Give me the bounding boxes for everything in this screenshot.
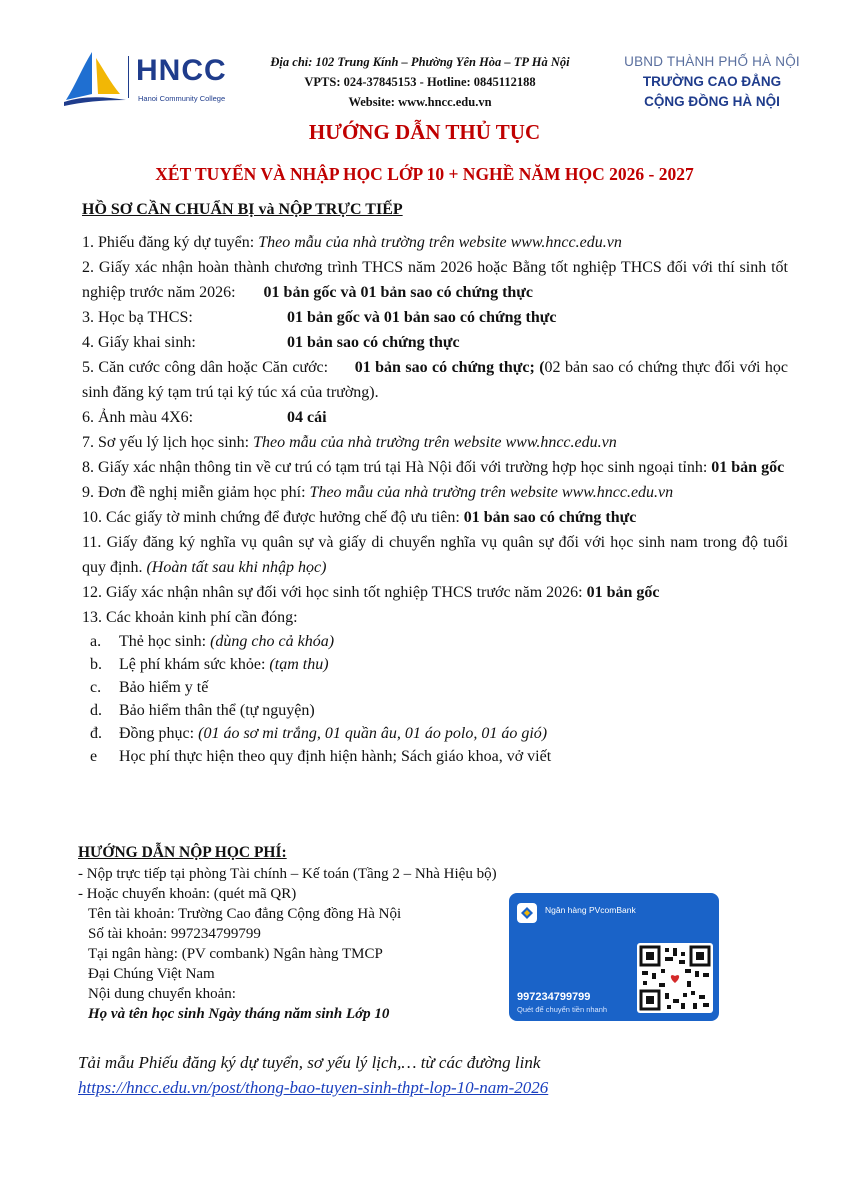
bank-name-line-1: Tại ngân hàng: (PV combank) Ngân hàng TMCP [88,946,383,962]
org-line-1: UBND THÀNH PHỐ HÀ NỘI [624,54,800,69]
fee-item: b. Lệ phí khám sức khỏe: (tạm thu) [90,656,329,673]
logo-text: HNCC [136,54,227,87]
qr-code[interactable] [637,943,713,1013]
phones: VPTS: 024-37845153 - Hotline: 0845112188 [304,75,536,89]
account-name: Tên tài khoản: Trường Cao đẳng Cộng đồng Hà Nội [88,906,402,922]
fee-item: đ. Đồng phục: (01 áo sơ mi trắng, 01 quần âu, 01 áo polo, 01 áo gió) [90,725,548,742]
footer-link[interactable]: https://hncc.edu.vn/post/thong-bao-tuyen-sinh-thpt-lop-10-nam-2026 [78,1078,549,1097]
qr-code-icon [637,943,713,1013]
address: Địa chỉ: 102 Trung Kính – Phường Yên Hòa – TP Hà Nội [270,55,570,69]
list-item-10: 10. Các giấy tờ minh chứng để được hưởng chế độ ưu tiên: 01 bản sao có chứng thực [82,509,637,526]
page-subtitle: XÉT TUYỂN VÀ NHẬP HỌC LỚP 10 + NGHỀ NĂM HỌC 2026 - 2027 [155,164,694,184]
page-title: HƯỚNG DẪN THỦ TỤC [308,120,541,144]
payment-line-2: - Hoặc chuyển khoản: (quét mã QR) [78,886,297,902]
organization-block [612,52,812,112]
payment-line-1: - Nộp trực tiếp tại phòng Tài chính – Kế toán (Tầng 2 – Nhà Hiệu bộ) [78,866,497,882]
school-logo [62,50,238,108]
contact-block [244,52,596,112]
list-item-6: 6. Ảnh màu 4X6: 04 cái [82,409,327,426]
org-line-2: TRƯỜNG CAO ĐẲNG [642,74,782,89]
fee-item: e Học phí thực hiện theo quy định hiện hành; Sách giáo khoa, vở viết [90,748,552,765]
documents-heading: HỒ SƠ CẦN CHUẨN BỊ và NỘP TRỰC TIẾP [82,201,403,218]
fee-item: d. Bảo hiểm thân thể (tự nguyện) [90,702,315,719]
transfer-content-label: Nội dung chuyển khoản: [88,986,236,1002]
list-item-12: 12. Giấy xác nhận nhân sự đối với học sinh tốt nghiệp THCS trước năm 2026: 01 bản gốc [82,584,660,601]
list-item-2: 2. Giấy xác nhận hoàn thành chương trình THCS năm 2026 hoặc Bằng tốt nghiệp THCS đối với thí sinh tốt nghiệp trước năm 2026: 01 bản gốc và 01 bản sao có chứng thực [82,259,788,301]
fee-item: c. Bảo hiểm y tế [90,679,209,696]
fee-sublist [82,630,788,768]
documents-list [82,230,788,768]
list-item-11: 11. Giấy đăng ký nghĩa vụ quân sự và giấy di chuyển nghĩa vụ quân sự đối với học sinh nam trong độ tuổi quy định. (Hoàn tất sau khi nhập học) [82,534,788,576]
fee-item: a. Thẻ học sinh: (dùng cho cả khóa) [90,633,335,650]
account-number: Số tài khoản: 997234799799 [88,926,261,942]
logo-divider [128,56,129,98]
bank-qr-card [509,893,719,1021]
list-item-1: 1. Phiếu đăng ký dự tuyển: Theo mẫu của nhà trường trên website www.hncc.edu.vn [82,234,622,251]
org-line-3: CỘNG ĐỒNG HÀ NỘI [644,94,780,109]
bank-name-line-2: Đại Chúng Việt Nam [88,966,215,982]
list-item-9: 9. Đơn đề nghị miễn giảm học phí: Theo mẫu của nhà trường trên website www.hncc.edu.vn [82,484,674,501]
list-item-8: 8. Giấy xác nhận thông tin về cư trú có tạm trú tại Hà Nội đối với trường hợp học sinh ngoại tỉnh: 01 bản gốc [82,459,785,476]
list-item-13: 13. Các khoản kinh phí cần đóng: [82,609,298,626]
logo-subtitle: Hanoi Community College [138,94,226,103]
bank-logo-icon [517,903,537,923]
card-bank-name: Ngân hàng PVcomBank [545,905,636,915]
payment-heading: HƯỚNG DẪN NỘP HỌC PHÍ: [78,844,287,861]
footer-text: Tải mẫu Phiếu đăng ký dự tuyển, sơ yếu lý lịch,… từ các đường link [78,1053,541,1072]
payment-instructions [78,864,498,1024]
list-item-5: 5. Căn cước công dân hoặc Căn cước: 01 bản sao có chứng thực; (02 bản sao có chứng thực đối với học sinh đăng ký tạm trú tại ký túc xá của trường). [82,359,788,401]
website[interactable]: Website: www.hncc.edu.vn [348,95,492,109]
transfer-content-value: Họ và tên học sinh Ngày tháng năm sinh Lớp 10 [88,1006,390,1022]
footer-note [78,1050,798,1100]
card-account-number: 997234799799 [517,991,591,1003]
list-item-4: 4. Giấy khai sinh: 01 bản sao có chứng thực [82,334,460,351]
page-header [0,0,849,118]
list-item-7: 7. Sơ yếu lý lịch học sinh: Theo mẫu của nhà trường trên website www.hncc.edu.vn [82,434,617,451]
list-item-3: 3. Học bạ THCS: 01 bản gốc và 01 bản sao có chứng thực [82,309,557,326]
card-hint: Quét để chuyển tiền nhanh [517,1005,608,1014]
sail-logo-icon [62,50,128,106]
